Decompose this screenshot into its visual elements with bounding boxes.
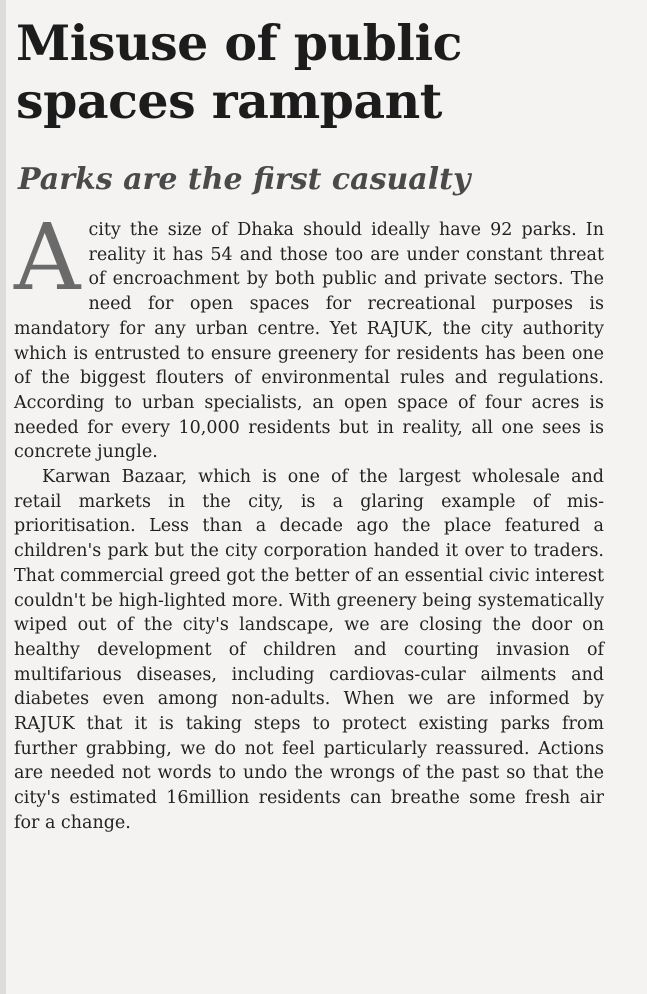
paragraph-2: Karwan Bazaar, which is one of the largest wholesale and retail markets in the city, is a glaring example of mis-prioritisation. Less than a decade ago the place featured a children's park but the city corporation handed it over to traders. That commercial greed got the better of an essential civic interest couldn't be high-lighted more. With greenery being systematically wiped out of the city's landscape, we are closing the door on healthy development of children and courting invasion of multifarious diseases, including cardiovas-cular ailments and diabetes even among non-adults. When we are informed by RAJUK that it is taking steps to protect existing parks from further grabbing, we do not feel particularly reassured. Actions are needed not words to undo the wrongs of the past so that the city's estimated 16million residents can breathe some fresh air for a change. xyxy=(14,467,604,833)
drop-cap: A xyxy=(14,204,81,311)
headline: Misuse of public spaces rampant xyxy=(16,14,462,130)
article-body xyxy=(14,204,604,836)
paragraph-1-text: city the size of Dhaka should ideally have 92 parks. In reality it has 54 and those too are under constant threat of encroachment by both public and private sectors. The need for open spaces for recreational purposes is mandatory for any urban centre. Yet RAJUK, the city authority which is entrusted to ensure greenery for residents has been one of the biggest flouters of environmental rules and regulations. According to urban specialists, an open space of four acres is needed for every 10,000 residents but in reality, all one sees is concrete jungle. xyxy=(14,220,604,463)
subheadline: Parks are the first casualty xyxy=(18,162,471,197)
paragraph-1 xyxy=(14,204,604,465)
